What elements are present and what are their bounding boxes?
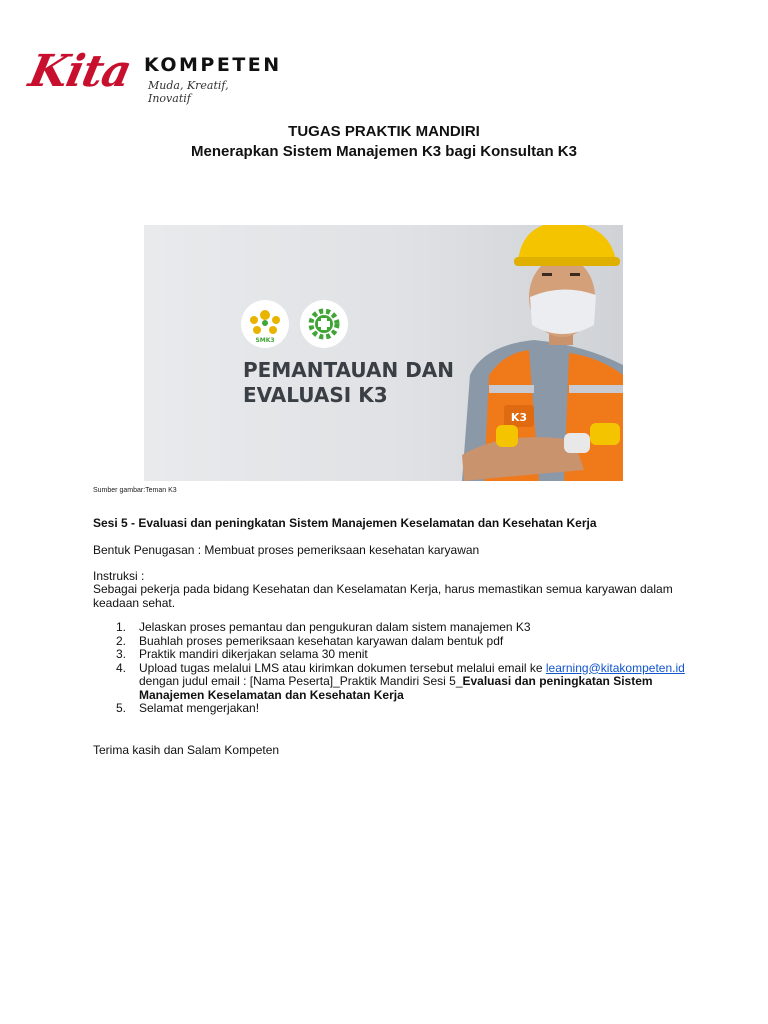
list-item xyxy=(116,621,696,635)
list-number: 3. xyxy=(116,647,127,661)
closing-text: Terima kasih dan Salam Kompeten xyxy=(93,743,280,757)
page-subtitle: Menerapkan Sistem Manajemen K3 bagi Konsultan K3 xyxy=(191,143,577,160)
list-item xyxy=(116,702,696,716)
email-link[interactable]: learning@kitakompeten.id xyxy=(545,660,685,675)
badge-label: SMK3 xyxy=(255,337,275,344)
logo-script-text: Kita xyxy=(24,46,136,97)
instruction-list xyxy=(116,621,696,716)
list-number: 2. xyxy=(116,633,127,648)
list-item-text: Praktik mandiri dikerjakan selama 30 menit xyxy=(139,647,368,661)
list-item-text: Buahlah proses pemeriksaan kesehatan karyawan dalam bentuk pdf xyxy=(139,633,504,648)
vest-logo-text: K3 xyxy=(510,411,528,424)
logo-tagline: Muda, Kreatif, Inovatif xyxy=(148,79,229,105)
list-item-text: Jelaskan proses pemantau dan pengukuran dalam sistem manajemen K3 xyxy=(139,620,531,634)
session-title: Sesi 5 - Evaluasi dan peningkatan Sistem Manajemen Keselamatan dan Kesehatan Kerja xyxy=(93,516,597,530)
banner-illustration xyxy=(144,225,623,481)
list-number: 5. xyxy=(116,701,127,715)
banner-image xyxy=(144,225,623,481)
page-title: TUGAS PRAKTIK MANDIRI xyxy=(288,123,480,140)
list-number: 1. xyxy=(116,620,127,634)
list-item xyxy=(116,662,696,703)
banner-heading-line2: EVALUASI K3 xyxy=(243,383,388,407)
list-item-text: Selamat mengerjakan! xyxy=(139,701,260,715)
list-item xyxy=(116,648,696,662)
logo-wordmark: KOMPETEN xyxy=(144,54,282,76)
list-item-text: Upload tugas melalui LMS atau kirimkan dokumen tersebut melalui email ke xyxy=(139,660,546,675)
email-subject-bold-line2: Manajemen Keselamatan dan Kesehatan Kerja xyxy=(139,687,404,702)
worker-figure xyxy=(462,225,623,481)
list-item xyxy=(116,635,696,649)
image-caption: Sumber gambar:Teman K3 xyxy=(93,487,177,494)
banner-heading-line1: PEMANTAUAN DAN xyxy=(243,358,455,382)
instructions-text-line1: Sebagai pekerja pada bidang Kesehatan dan Keselamatan Kerja, harus memastikan semua karyawan dalam xyxy=(93,582,673,596)
brand-logo xyxy=(24,44,282,105)
instructions-text-line2: keadaan sehat. xyxy=(93,596,176,610)
list-number: 4. xyxy=(116,660,127,675)
smk3-badge-icon xyxy=(241,300,289,348)
assignment-type: Bentuk Penugasan : Membuat proses pemeriksaan kesehatan karyawan xyxy=(93,543,480,557)
gear-badge-icon xyxy=(300,300,348,348)
email-subject-prefix: dengan judul email : [Nama Peserta]_Praktik Mandiri Sesi 5_ xyxy=(139,674,463,688)
email-subject-bold: Evaluasi dan peningkatan Sistem xyxy=(462,674,653,688)
instructions-label: Instruksi : xyxy=(93,569,145,583)
